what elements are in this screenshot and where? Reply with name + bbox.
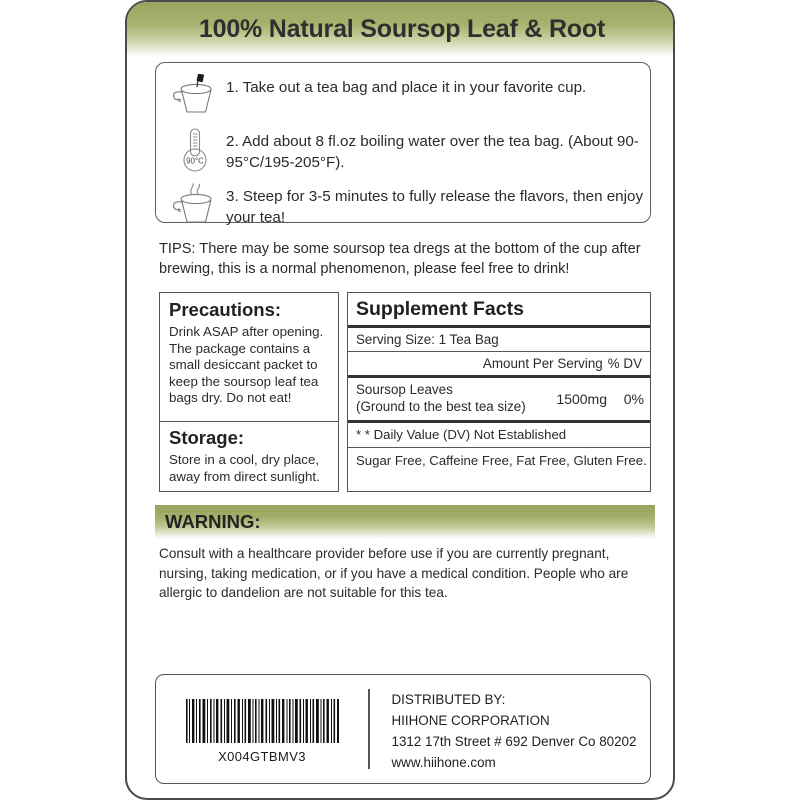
brew-step-2 [156, 126, 650, 174]
page-title: 100% Natural Soursop Leaf & Root [198, 14, 606, 43]
company-address: 1312 17th Street # 692 Denver Co 80202 [391, 734, 637, 749]
distributed-by-label: DISTRIBUTED BY: [391, 692, 506, 707]
thermometer-icon [164, 126, 226, 174]
brew-step-1-text: 1. Take out a tea bag and place it in your favorite cup. [226, 79, 587, 96]
brew-step-3-text: 3. Steep for 3-5 minutes to fully release the flavors, then enjoy your tea! [226, 188, 644, 226]
title-banner [127, 2, 675, 56]
daily-value-footnote: * * Daily Value (DV) Not Established [348, 423, 650, 448]
storage-heading: Storage: [169, 427, 245, 448]
storage-box [159, 422, 339, 492]
nutrient-name-line2: (Ground to the best tea size) [356, 398, 526, 414]
brewing-instructions-box [155, 62, 651, 226]
nutrient-dv: 0% [623, 390, 644, 407]
warning-banner [155, 505, 655, 539]
supplement-facts-panel [347, 292, 651, 492]
tips-text: TIPS: There may be some soursop tea dregs at the bottom of the cup after brewing, this is a normal phenomenon, please feel free to drink! [159, 241, 641, 277]
barcode-value: X004GTBMV3 [218, 748, 306, 764]
product-label-card [125, 0, 675, 800]
amount-per-serving-header: Amount Per Serving [482, 356, 603, 371]
precautions-heading: Precautions: [169, 299, 282, 320]
barcode-icon [185, 699, 340, 743]
nutrient-amount: 1500mg [556, 390, 607, 407]
company-website: www.hiihone.com [391, 755, 496, 770]
nutrient-name [356, 382, 556, 415]
warning-body: Consult with a healthcare provider before use if you are currently pregnant, nursing, taking medication, or if you have a medical condition. People who are allergic to dandelion are not suitable for this tea. [159, 546, 629, 600]
company-name: HIIHONE CORPORATION [391, 713, 550, 728]
teacup-with-teabag-icon [164, 72, 226, 120]
precautions-box [159, 292, 339, 422]
svg-text:90°C: 90°C [186, 156, 204, 166]
storage-body: Store in a cool, dry place, away from direct sunlight. [169, 452, 320, 484]
free-from-claims: Sugar Free, Caffeine Free, Fat Free, Gluten Free. [356, 453, 647, 468]
brew-step-2-text: 2. Add about 8 fl.oz boiling water over the tea bag. (About 90-95°C/195-205°F). [226, 133, 639, 171]
barcode-cell [156, 675, 368, 783]
steaming-teacup-icon [164, 181, 226, 229]
distributor-cell [370, 675, 651, 783]
supplement-facts-title: Supplement Facts [348, 293, 650, 328]
brew-step-1 [156, 72, 650, 120]
serving-size-row: Serving Size: 1 Tea Bag [348, 328, 650, 352]
supplement-facts-column-headers [348, 352, 650, 378]
nutrient-row [348, 378, 650, 423]
warning-title: WARNING: [165, 511, 261, 532]
nutrient-name-line1: Soursop Leaves [356, 382, 453, 397]
brew-step-3 [156, 181, 650, 229]
precautions-body: Drink ASAP after opening. The package contains a small desiccant packet to keep the soursop leaf tea bags dry. Do not eat! [169, 324, 324, 405]
footer-box [155, 674, 651, 784]
percent-dv-header: % DV [607, 356, 642, 371]
